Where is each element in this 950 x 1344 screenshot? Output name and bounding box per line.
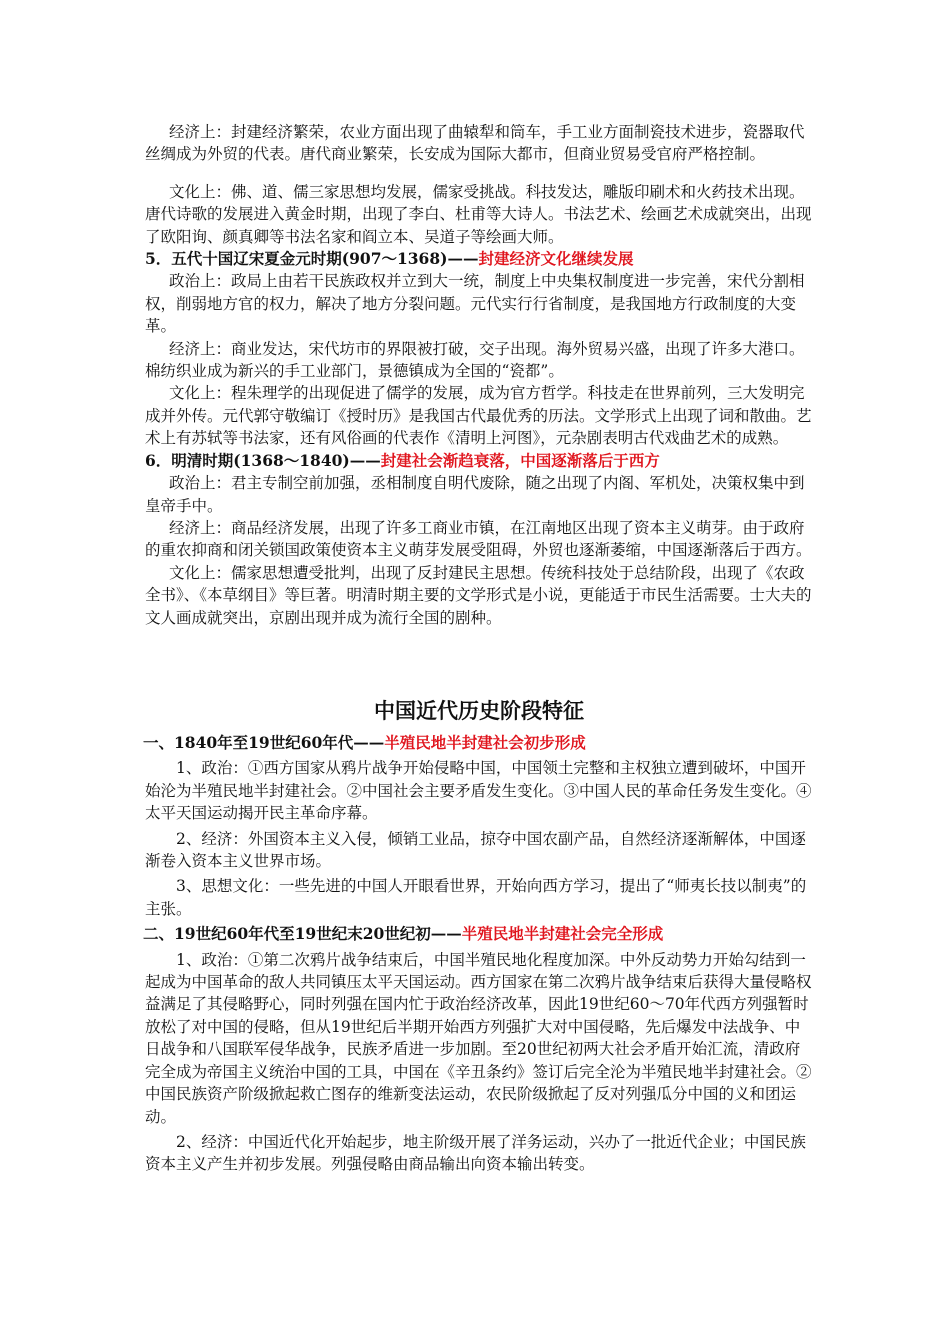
part-2-heading-highlight: 半殖民地半封建社会完全形成 [461,924,664,944]
section-5-heading [145,248,813,270]
section-5-heading-text: 5．五代十国辽宋夏金元时期(907～1368)—— [145,249,479,269]
part-1-economy-paragraph: 2、经济：外国资本主义入侵，倾销工业品，掠夺中国农副产品，自然经济逐渐解体，中国逐渐卷入资本主义世界市场。 [145,829,806,871]
modern-section [145,732,813,1176]
section-5-culture-paragraph: 文化上：程朱理学的出现促进了儒学的发展，成为官方哲学。科技走在世界前列，三大发明完成并外传。元代郭守敬编订《授时历》是我国古代最优秀的历法。文学形式上出现了词和散曲。艺术上有苏轼等书法家，还有风俗画的代表作《清明上河图》，元杂剧表明古代戏曲艺术的成熟。 [145,384,812,448]
tang-culture-paragraph: 文化上：佛、道、儒三家思想均发展，儒家受挑战。科技发达，雕版印刷术和火药技术出现。唐代诗歌的发展进入黄金时期，出现了李白、杜甫等大诗人。书法艺术、绘画艺术成就突出，出现了欧阳询、颜真卿等书法名家和阎立本、吴道子等绘画大师。 [145,182,812,246]
part-1-politics-paragraph: 1、政治：①西方国家从鸦片战争开始侵略中国，中国领土完整和主权独立遭到破坏，中国开始沦为半殖民地半封建社会。②中国社会主要矛盾发生变化。③中国人民的革命任务发生变化。④太平天国运动揭开民主革命序幕。 [145,759,812,823]
part-2-heading [145,923,813,945]
part-2-politics-paragraph: 1、政治：①第二次鸦片战争结束后，中国半殖民地化程度加深。中外反动势力开始勾结到一起成为中国革命的敌人共同镇压太平天国运动。西方国家在第二次鸦片战争结束后获得大量侵略权益满足了其侵略野心，同时列强在国内忙于政治经济改革，因此19世纪60～70年代西方列强暂时放松了对中国的侵略，但从19世纪后半期开始西方列强扩大对中国侵略，先后爆发中法战争、中日战争和八国联军侵华战争，民族矛盾进一步加剧。至20世纪初两大社会矛盾开始汇流，清政府完全成为帝国主义统治中国的工具，中国在《辛丑条约》签订后完全沦为半殖民地半封建社会。②中国民族资产阶级掀起救亡图存的维新变法运动，农民阶级掀起了反对列强瓜分中国的义和团运动。 [145,950,812,1126]
part-2-economy-paragraph: 2、经济：中国近代化开始起步，地主阶级开展了洋务运动，兴办了一批近代企业；中国民族资本主义产生并初步发展。列强侵略由商品输出向资本输出转变。 [145,1132,806,1174]
section-6-culture-paragraph: 文化上：儒家思想遭受批判，出现了反封建民主思想。传统科技处于总结阶段，出现了《农政全书》、《本草纲目》等巨著。明清时期主要的文学形式是小说，更能适于市民生活需要。士大夫的文人画成就突出，京剧出现并成为流行全国的剧种。 [145,563,812,627]
section-6-heading-text: 6．明清时期(1368～1840)—— [145,450,381,470]
section-6-politics-paragraph: 政治上：君主专制空前加强，丞相制度自明代废除，随之出现了内阁、军机处，决策权集中到皇帝手中。 [145,474,805,515]
part-2-heading-text: 二、19世纪60年代至19世纪末20世纪初—— [143,924,462,944]
part-1-thought-paragraph: 3、思想文化：一些先进的中国人开眼看世界，开始向西方学习，提出了“师夷长技以制夷”的主张。 [145,877,807,918]
section-6-economy-paragraph: 经济上：商品经济发展，出现了许多工商业市镇，在江南地区出现了资本主义萌芽。由于政府的重农抑商和闭关锁国政策使资本主义萌芽发展受阻碍，外贸也逐渐萎缩，中国逐渐落后于西方。 [145,518,812,560]
section-6-heading-highlight: 封建社会渐趋衰落，中国逐渐落后于西方 [380,450,660,470]
part-1-heading-text: 一、1840年至19世纪60年代—— [143,733,385,752]
section-5-heading-highlight: 封建经济文化继续发展 [478,249,634,269]
section-5-economy-paragraph: 经济上：商业发达，宋代坊市的界限被打破，交子出现。海外贸易兴盛，出现了许多大港口。棉纺织业成为新兴的手工业部门，景德镇成为全国的“瓷都”。 [145,339,805,381]
section-6-heading [145,450,813,472]
page-title: 中国近代历史阶段特征 [374,698,584,723]
part-1-heading-highlight: 半殖民地半封建社会初步形成 [384,733,586,752]
part-1-heading [145,732,813,754]
tang-economy-paragraph: 经济上：封建经济繁荣，农业方面出现了曲辕犁和筒车，手工业方面制瓷技术进步，瓷器取代丝绸成为外贸的代表。唐代商业繁荣，长安成为国际大都市，但商业贸易受官府严格控制。 [145,123,805,164]
ancient-section [145,121,813,629]
section-5-politics-paragraph: 政治上：政局上由若干民族政权并立到大一统，制度上中央集权制度进一步完善，宋代分割相权，削弱地方官的权力，解决了地方分裂问题。元代实行行省制度，是我国地方行政制度的大变革。 [145,272,805,336]
